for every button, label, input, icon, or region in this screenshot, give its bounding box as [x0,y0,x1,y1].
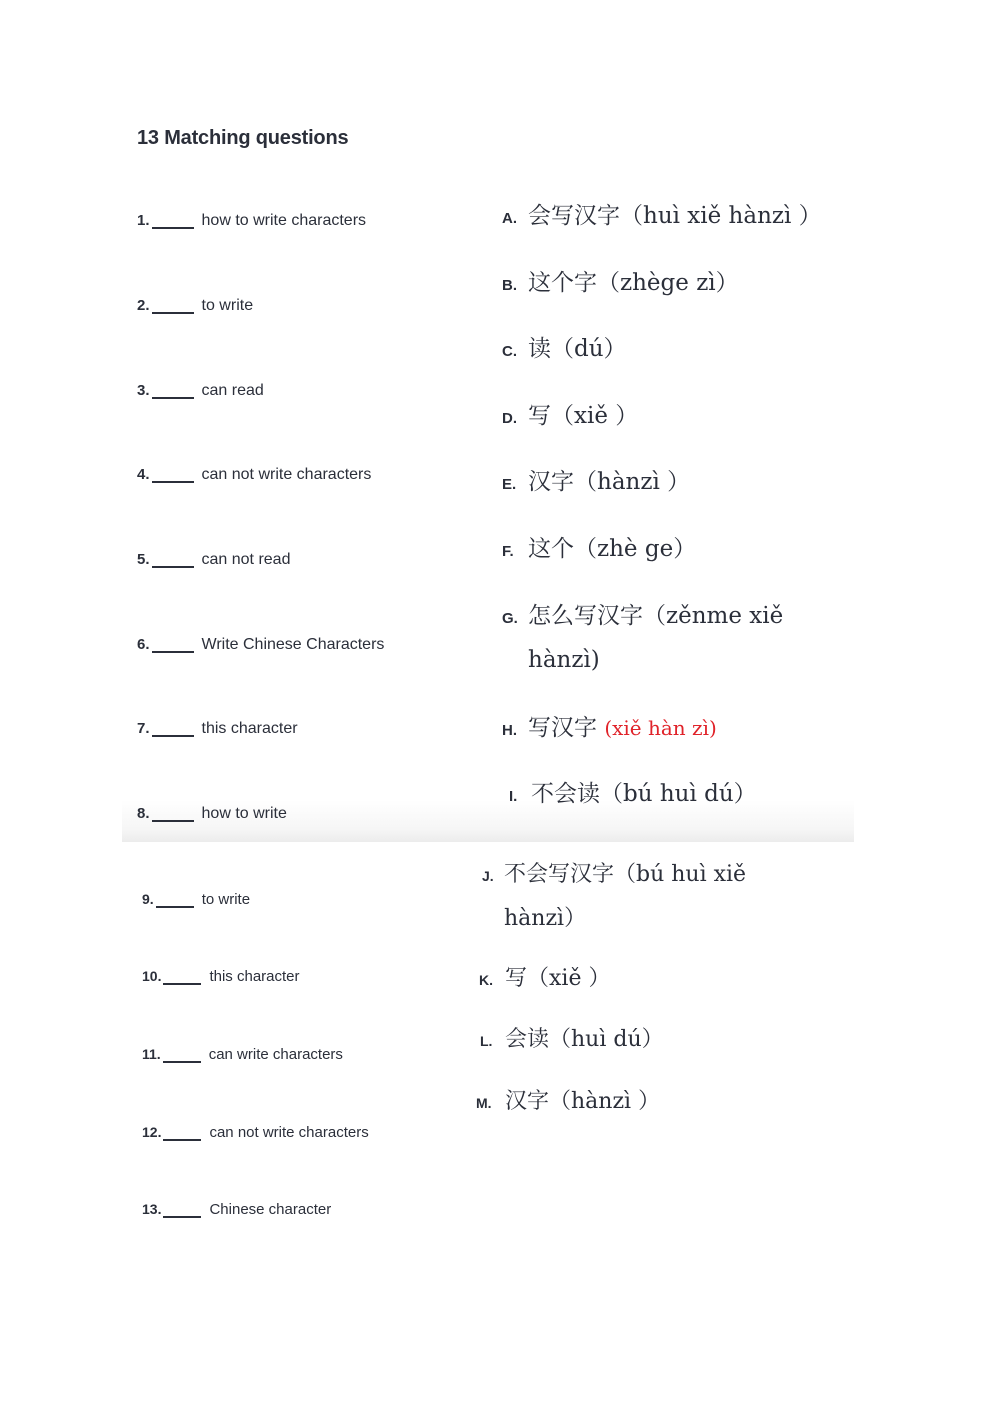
option-text: 写（xiě ） [505,966,611,991]
option-pinyin-red: (xiě hàn zì) [604,716,717,740]
question-4 [137,466,371,484]
answer-blank[interactable] [163,1060,201,1063]
option-letter: D. [502,410,517,427]
question-text: this character [209,968,300,985]
option-f [502,527,696,571]
question-3 [137,382,264,400]
option-a [502,194,822,238]
option-text: 汉字（hànzì ） [505,1089,661,1114]
question-number: 5. [137,551,150,568]
question-number: 10. [142,968,162,984]
option-text: 会读（huì dú） [505,1027,664,1052]
question-12 [142,1124,369,1141]
question-9 [142,891,250,908]
answer-blank[interactable] [163,1138,201,1141]
option-i [509,772,757,816]
question-number: 7. [137,720,150,737]
option-letter: K. [479,972,493,988]
option-b [502,261,739,305]
question-text: how to write characters [201,212,367,229]
option-text: 这个（zhè ge） [528,536,697,562]
question-text: can read [201,382,264,399]
answer-blank[interactable] [152,226,194,229]
question-11 [142,1046,343,1063]
option-d [502,394,638,438]
answer-blank[interactable] [152,650,194,653]
question-text: to write [201,297,254,314]
option-text [528,594,783,682]
option-letter: B. [502,277,517,294]
option-letter: E. [502,476,517,493]
question-6 [137,636,384,654]
question-number: 12. [142,1124,162,1140]
question-number: 1. [137,212,150,229]
question-number: 13. [142,1201,162,1217]
answer-blank[interactable] [152,396,194,399]
question-text: Chinese character [209,1201,332,1218]
option-text: 读（dú） [528,336,627,362]
question-1 [137,212,366,230]
option-hanzi: 写汉字 [528,715,597,741]
option-letter: M. [476,1095,492,1111]
question-10 [142,968,300,985]
question-text: how to write [201,805,287,822]
option-c [502,327,627,371]
answer-blank[interactable] [163,1215,201,1218]
question-text: to write [201,891,251,908]
option-text-line1: 不会写汉字（bú huì xiě [504,862,747,887]
answer-blank[interactable] [152,819,194,822]
question-7 [137,720,298,738]
option-e [502,460,690,504]
option-letter: I. [509,788,518,805]
option-text [504,853,746,941]
option-text: 写（xiě ） [528,403,639,429]
option-text-line1: 怎么写汉字（zěnme xiě [528,603,784,629]
question-2 [137,297,253,315]
answer-blank[interactable] [152,565,194,568]
option-h [502,706,717,750]
question-number: 6. [137,636,150,653]
question-8 [137,805,287,823]
option-text-line2: hànzì） [504,906,587,931]
answer-blank[interactable] [152,734,194,737]
option-g [502,594,783,682]
question-text: can not write characters [201,466,372,483]
option-text: 会写汉字（huì xiě hànzì ） [528,203,822,229]
option-letter: H. [502,722,517,739]
answer-blank[interactable] [152,311,194,314]
question-number: 11. [142,1046,161,1062]
option-m [476,1080,660,1124]
question-text: Write Chinese Characters [201,636,385,653]
option-letter: A. [502,210,517,227]
option-letter: C. [502,343,517,360]
option-letter: F. [502,543,514,560]
question-text: can not read [201,551,291,568]
option-text [528,706,717,750]
option-l [480,1018,664,1062]
answer-blank[interactable] [156,905,194,908]
question-13 [142,1201,331,1218]
question-number: 8. [137,805,150,822]
option-text-line2: hànzì) [528,647,600,673]
option-letter: J. [482,868,494,884]
question-text: can not write characters [209,1124,369,1141]
option-letter: G. [502,610,518,627]
question-number: 4. [137,466,150,483]
question-number: 3. [137,382,150,399]
option-k [479,957,610,1001]
question-number: 9. [142,891,154,907]
question-text: this character [201,720,298,737]
question-number: 2. [137,297,150,314]
option-text: 这个字（zhège zì） [528,270,739,296]
option-j [482,853,746,941]
question-5 [137,551,290,569]
worksheet-title: 13 Matching questions [137,127,349,149]
answer-blank[interactable] [163,982,201,985]
option-text: 汉字（hànzì ） [528,469,691,495]
option-text: 不会读（bú huì dú） [531,781,757,807]
option-letter: L. [480,1033,493,1049]
question-text: can write characters [208,1046,343,1063]
answer-blank[interactable] [152,480,194,483]
